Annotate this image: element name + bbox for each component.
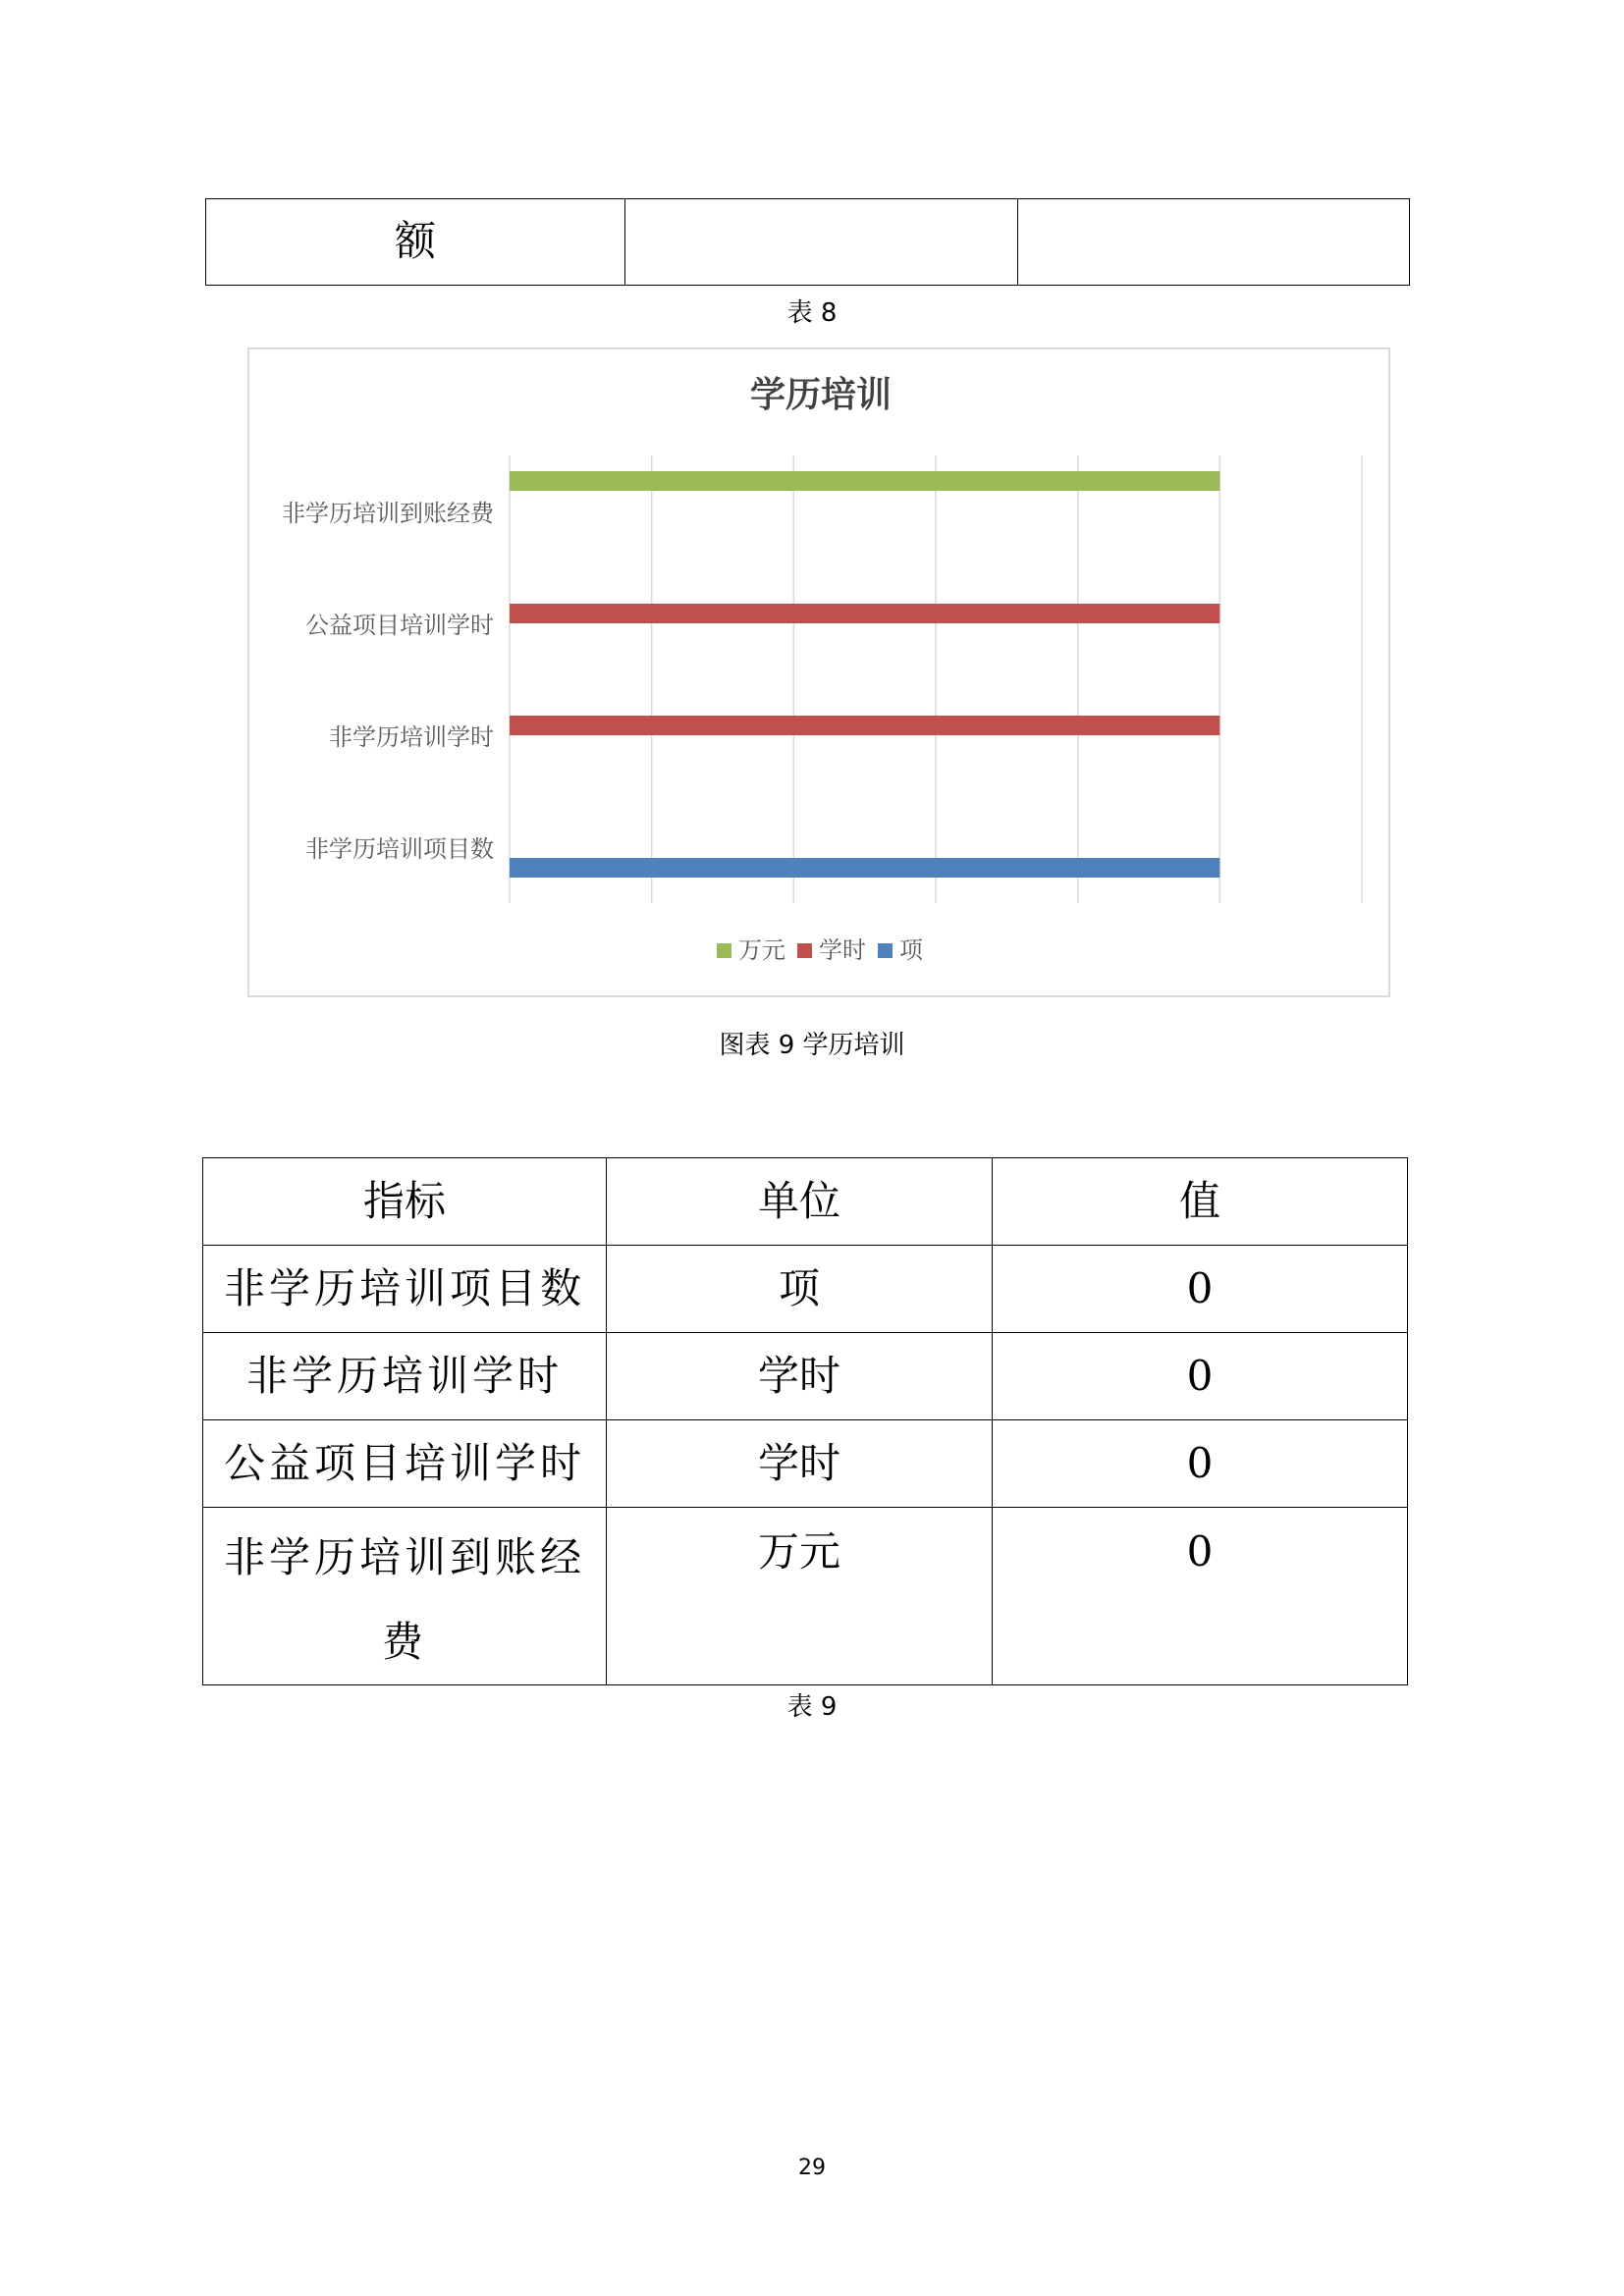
table-8-caption: 表 8 [786,298,838,328]
legend-swatch [797,943,812,958]
table-cell: 学时 [607,1333,993,1420]
bar [510,471,1219,491]
bar [510,604,1219,623]
table-cell: 0 [993,1420,1408,1508]
legend-label: 万元 [738,936,785,964]
table-9-caption: 表 9 [786,1692,838,1722]
table-9 [202,1157,1408,1685]
table-cell: 万元 [607,1508,993,1685]
bar [510,858,1219,878]
table-cell: 0 [993,1333,1408,1420]
page-number: 29 [798,2156,826,2180]
table-cell: 项 [607,1246,993,1333]
figure-9-caption: 图表 9 学历培训 [719,1031,905,1060]
table-cell: 非学历培训学时 [203,1333,607,1420]
table-cell: 非学历培训项目数 [203,1246,607,1333]
category-label: 非学历培训项目数 [305,835,494,863]
chart-canvas [249,349,1392,999]
table-cell [625,199,1018,286]
table-row [203,1333,1408,1420]
legend-label: 学时 [819,936,866,964]
table-header-cell: 值 [993,1158,1408,1246]
legend-swatch [717,943,731,958]
table-cell: 公益项目培训学时 [203,1420,607,1508]
bar-chart [247,347,1390,997]
table-header-cell: 指标 [203,1158,607,1246]
category-label: 非学历培训学时 [329,723,494,751]
table-8 [205,198,1410,286]
table-row [203,1246,1408,1333]
chart-title: 学历培训 [749,375,893,415]
table-cell: 非学历培训到账经费 [203,1508,607,1685]
bar [510,716,1219,735]
legend-swatch [878,943,893,958]
table-header-cell: 单位 [607,1158,993,1246]
category-label: 公益项目培训学时 [305,612,494,639]
table-cell: 0 [993,1246,1408,1333]
legend-label: 项 [899,936,923,964]
table-cell [1018,199,1410,286]
table-header-row [203,1158,1408,1246]
table-row [206,199,1410,286]
table-cell: 0 [993,1508,1408,1685]
table-row [203,1508,1408,1685]
table-row [203,1420,1408,1508]
table-cell: 学时 [607,1420,993,1508]
table-cell: 额 [206,199,625,286]
category-label: 非学历培训到账经费 [282,500,494,527]
